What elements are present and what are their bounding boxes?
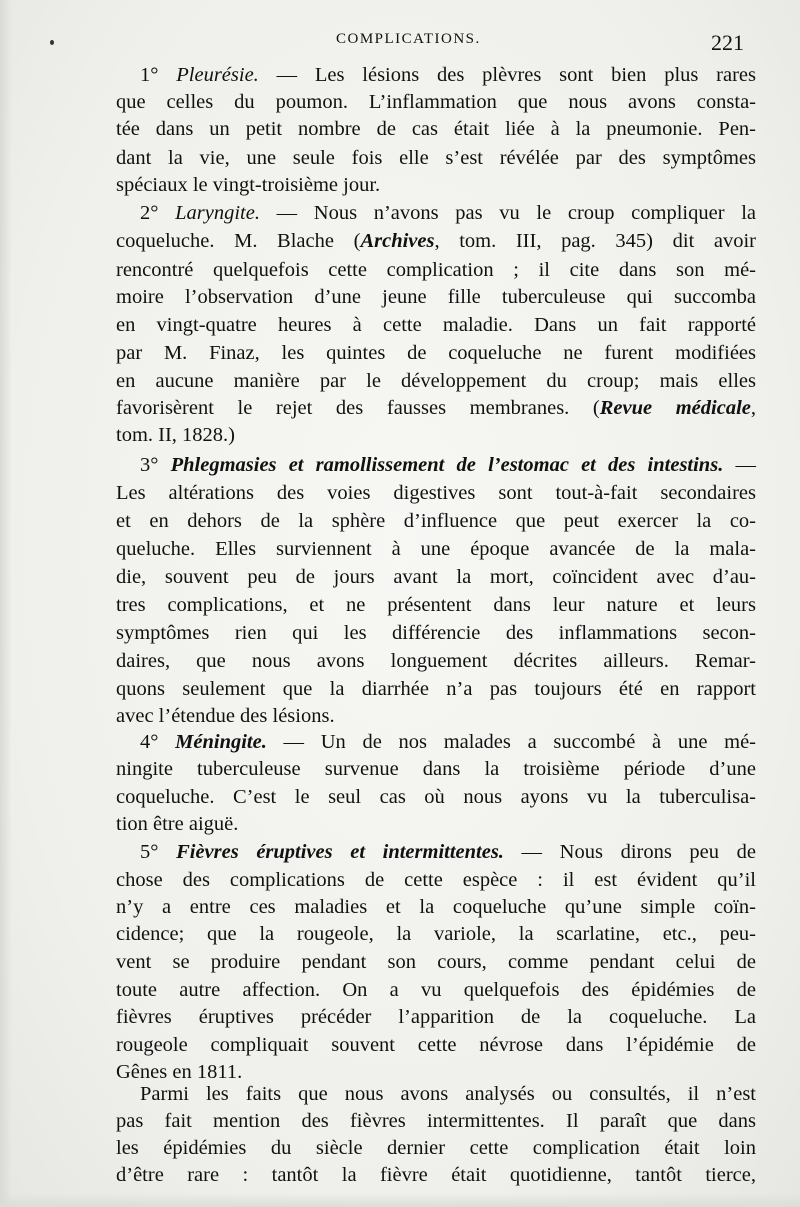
text-line [116, 592, 756, 619]
text-run: favorisèrent le rejet des fausses membranes. ( [116, 397, 600, 419]
text-run: tom. II, 1828.) [116, 424, 235, 446]
text-run: die, souvent peu de jours avant la mort, coïncident avec d’au- [116, 566, 756, 588]
text-line [116, 811, 756, 838]
page-number: 221 [711, 30, 744, 55]
text-line [116, 894, 756, 921]
text-run: , tom. III, pag. 345) dit avoir [434, 230, 757, 252]
text-run: moire l’observation d’une jeune fille tuberculeuse qui succomba [116, 286, 756, 308]
text-line [140, 729, 756, 756]
text-run: que celles du poumon. L’inflammation que nous avons consta- [116, 91, 756, 113]
text-run: et en dehors de la sphère d’influence que peut exercer la co- [116, 510, 756, 532]
text-line [116, 756, 756, 783]
emphasized-text: Pleurésie. [176, 64, 259, 86]
text-run: d’être rare : tantôt la fièvre était quotidienne, tantôt tierce, [116, 1164, 756, 1186]
text-run: queluche. Elles surviennent à une époque avancée de la mala- [116, 538, 756, 560]
text-line [140, 200, 756, 227]
text-run: 1° [140, 64, 177, 86]
text-line [116, 1004, 756, 1031]
text-line [116, 676, 756, 703]
text-run: spéciaux le vingt-troisième jour. [116, 174, 381, 196]
text-run: toute autre affection. On a vu quelquefois des épidémies de [116, 979, 756, 1001]
text-run: rencontré quelquefois cette complication ; il cite dans son mé- [116, 259, 756, 281]
text-run: en vingt-quatre heures à cette maladie. Dans un fait rapporté [116, 314, 756, 336]
text-run: chose des complications de cette espèce : il est évident qu’il [116, 869, 756, 891]
text-line [116, 784, 756, 811]
text-run: en aucune manière par le développement du croup; mais elles [116, 370, 756, 392]
text-run: les épidémies du siècle dernier cette complication était loin [116, 1137, 756, 1159]
text-run: Les altérations des voies digestives sont tout-à-fait secondaires [116, 482, 756, 504]
emphasized-text: Méningite. [175, 731, 267, 753]
text-line [116, 921, 756, 948]
text-line [140, 839, 756, 866]
text-run: — Les lésions des plèvres sont bien plus rares [258, 64, 756, 86]
text-line [116, 949, 756, 976]
text-run: dant la vie, une seule fois elle s’est révélée par des symptômes [116, 147, 756, 169]
text-line [116, 867, 756, 894]
text-line [116, 620, 756, 647]
text-line [116, 480, 756, 507]
text-line [140, 62, 756, 89]
text-run: tée dans un petit nombre de cas était liée à la pneumonie. Pen- [116, 118, 756, 140]
text-line [116, 116, 756, 143]
text-run: fièvres éruptives précéder l’apparition de la coqueluche. La [116, 1006, 756, 1028]
text-run: — [723, 454, 756, 476]
text-run: avec l’étendue des lésions. [116, 705, 335, 727]
text-run: 3° [140, 454, 171, 476]
text-run: par M. Finaz, les quintes de coqueluche ne furent modifiées [116, 342, 756, 364]
text-run: tion être aiguë. [116, 813, 239, 835]
text-line [116, 284, 756, 311]
text-line [116, 395, 756, 422]
text-line [140, 452, 756, 479]
text-run: Gênes en 1811. [116, 1061, 243, 1083]
text-run: 4° [140, 731, 176, 753]
emphasized-text: Fièvres éruptives et intermittentes. [176, 841, 504, 863]
text-line [116, 89, 756, 116]
text-run: Parmi les faits que nous avons analysés ou consultés, il n’est [140, 1083, 756, 1105]
running-head: COMPLICATIONS. [336, 31, 481, 47]
page-bottom-shadow [0, 1193, 800, 1207]
text-run: 2° [140, 202, 176, 224]
text-run: tres complications, et ne présentent dans leur nature et leurs [116, 594, 756, 616]
text-run: — Nous dirons peu de [503, 841, 756, 863]
text-line [116, 1108, 756, 1135]
text-line [116, 340, 756, 367]
text-run: cidence; que la rougeole, la variole, la scarlatine, etc., peu- [116, 923, 756, 945]
text-run: ningite tuberculeuse survenue dans la troisième période d’une [116, 758, 756, 780]
text-line [116, 564, 756, 591]
text-line [116, 1162, 756, 1189]
text-line [116, 172, 756, 199]
text-run: n’y a entre ces maladies et la coqueluche qu’une simple coïn- [116, 896, 756, 918]
emphasized-text: Revue médicale [599, 397, 751, 419]
text-run: coqueluche. M. Blache ( [116, 230, 361, 252]
text-run: — Un de nos malades a succombé à une mé- [266, 731, 757, 753]
page-edge-shadow [0, 0, 12, 1207]
text-line [116, 508, 756, 535]
text-line [116, 422, 756, 449]
text-line [116, 648, 756, 675]
text-line [116, 145, 756, 172]
text-run: rougeole compliquait souvent cette névrose dans l’épidémie de [116, 1034, 756, 1056]
emphasized-text: Archives [360, 230, 435, 252]
text-run: coqueluche. C’est le seul cas où nous ayons vu la tuberculisa- [116, 786, 756, 808]
text-line [140, 1081, 756, 1108]
text-run: vent se produire pendant son cours, comme pendant celui de [116, 951, 756, 973]
text-line [116, 368, 756, 395]
text-run: quons seulement que la diarrhée n’a pas toujours été en rapport [116, 678, 756, 700]
text-run: 5° [140, 841, 177, 863]
text-line [116, 1135, 756, 1162]
text-line [116, 536, 756, 563]
ink-dot [50, 40, 54, 45]
emphasized-text: Phlegmasies et ramollissement de l’estomac et des intestins. [170, 454, 724, 476]
text-line [116, 312, 756, 339]
text-line [116, 703, 756, 730]
text-line [116, 257, 756, 284]
text-run: symptômes rien qui les différencie des inflammations secon- [116, 622, 756, 644]
text-run: pas fait mention des fièvres intermittentes. Il paraît que dans [116, 1110, 756, 1132]
text-line [116, 977, 756, 1004]
text-run: , [750, 397, 756, 419]
emphasized-text: Laryngite. [175, 202, 260, 224]
text-line [116, 228, 756, 255]
text-run: — Nous n’avons pas vu le croup compliquer la [259, 202, 756, 224]
text-line [116, 1032, 756, 1059]
text-run: daires, que nous avons longuement décrites ailleurs. Remar- [116, 650, 756, 672]
